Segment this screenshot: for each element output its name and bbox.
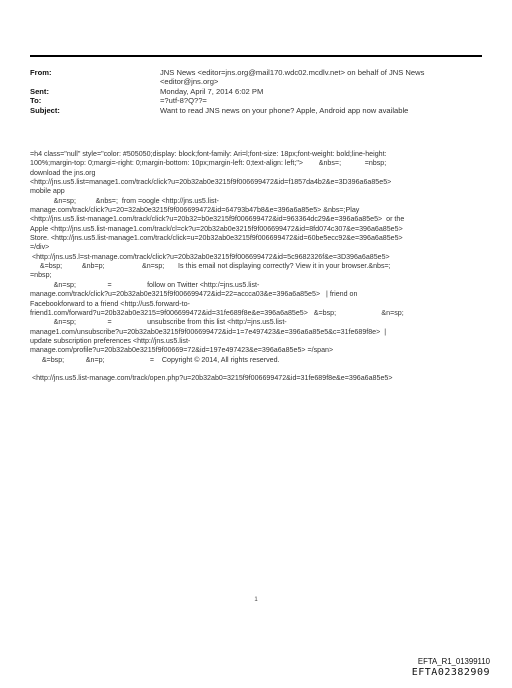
email-body (30, 150, 482, 384)
body-line: <http://jns.us5.list-manage.com/track/open.php?u=20b32ab0=3215f9f006699472&id=31fe689f8e&e=396a6a85e5> (30, 374, 393, 383)
bates-number-large: EFTA02382909 (411, 667, 490, 678)
bates-number-small: EFTA_R1_01399110 (417, 657, 490, 666)
from-line-1: JNS News <editor=jns.org@mail170.wdc02.mcdlv.net> on behalf of JNS News (160, 68, 425, 77)
body-line: friend1.com/forward?u=20b32ab0e3215=9f006699472&id=31fe689f8e&e=396a6a85e5> &=bsp; &n=sp; (30, 308, 404, 317)
to-value: =?utf-8?Q??= (160, 96, 207, 106)
body-line: &n=sp; = unsubscribe from this list <http:/=jns.us5.list- (30, 318, 287, 327)
from-label: From: (30, 68, 52, 77)
email-header (30, 68, 482, 115)
to-row (30, 96, 482, 105)
body-line: &=bsp; &n=p; = Copyright © 2014, All rights reserved. (30, 355, 280, 364)
body-line: Facebookforward to a friend <http://us5.forward-to- (30, 299, 190, 308)
subject-row (30, 106, 482, 115)
body-line: manage.com/track/click?u=20=32ab0e3215f9f006699472&id=64793b47b8&e=396a6a85e5> &nbs=;Play (30, 206, 360, 215)
body-line: =nbsp; (30, 271, 52, 280)
body-line (30, 365, 482, 374)
sent-label: Sent: (30, 86, 49, 96)
body-line: mobile app (30, 187, 65, 196)
header-rule (30, 55, 482, 57)
body-line: manage.com/profile?u=20b32ab0e3215f9f00669=72&id=197e497423&e=396a6a85e5> =/span> (30, 346, 334, 355)
body-line: &n=sp; = follow on Twitter <http:/=jns.us5.list- (30, 280, 260, 289)
body-line: <http://jns.us5.list-manage1.com/track/click?u=20b32=b0e3215f9f006699472&id=963364dc29&e=396a6a85e5> or the (30, 215, 405, 224)
body-line: Store. <http://jns.us5.list-manage1.com/track/click=u=20b32ab0e3215f9f006699472&id=60be5ecc92&e=396a6a85e5> (30, 234, 403, 243)
body-line: &=bsp; &nb=p; &n=sp; Is this email not displaying correctly? View it in your browser.&nbs=; (30, 262, 391, 271)
sent-row (30, 87, 482, 96)
body-line: =h4 class="null" style="color: #505050;display: block;font-family: Ari=l;font-size: 18px;font-weight: bold;line-height: (30, 150, 387, 158)
to-label: To: (30, 96, 42, 106)
body-line: manage.com/track/click?u=20b32ab0e3215f9f006699472&id=22=accca03&e=396a6a85e5> | friend on (30, 290, 358, 299)
page-number: 1 (254, 597, 258, 603)
from-line-2: <editor@jns.org> (160, 77, 219, 87)
body-line: 100%;margin-top: 0;margi=-right: 0;margin-bottom: 10px;margin-left: 0;text-align: left;"> &nbs=; =nbsp; (30, 159, 387, 168)
body-line: =/div> (30, 243, 50, 252)
body-line: &n=sp; &nbs=; from =oogle <http://jns.us5.list- (30, 196, 219, 205)
subject-value: Want to read JNS news on your phone? Apple, Android app now available (160, 105, 409, 115)
subject-label: Subject: (30, 105, 60, 115)
from-value (160, 68, 482, 87)
body-line: update subscription preferences <http://jns.us5.list- (30, 336, 191, 345)
body-line: <http://jns.us5.list=manage1.com/track/click?u=20b32ab0e3215f9f006699472&id=f1857da4b2&e=3D396a6a85e5> (30, 178, 392, 187)
sent-value: Monday, April 7, 2014 6:02 PM (160, 86, 264, 96)
body-line: manage1.com/unsubscribe?u=20b32ab0e3215f9f006699472&id=1=7e497423&e=396a6a85e5&c=31fe689f8e> | (30, 327, 387, 336)
body-line: download the jns.org (30, 168, 96, 177)
from-row (30, 68, 482, 87)
body-line: <http://jns.us5.l=st-manage.com/track/click?u=20b32ab0e3215f9f006699472&id=5c9682326f&e=3D396a6a85e5> (30, 252, 390, 261)
body-line: Apple <http://jns.us5.list-manage1.com/track/cl=ck?u=20b32ab0e3215f9f006699472&id=8fd074c307&e=396a6a85e5> (30, 224, 403, 233)
